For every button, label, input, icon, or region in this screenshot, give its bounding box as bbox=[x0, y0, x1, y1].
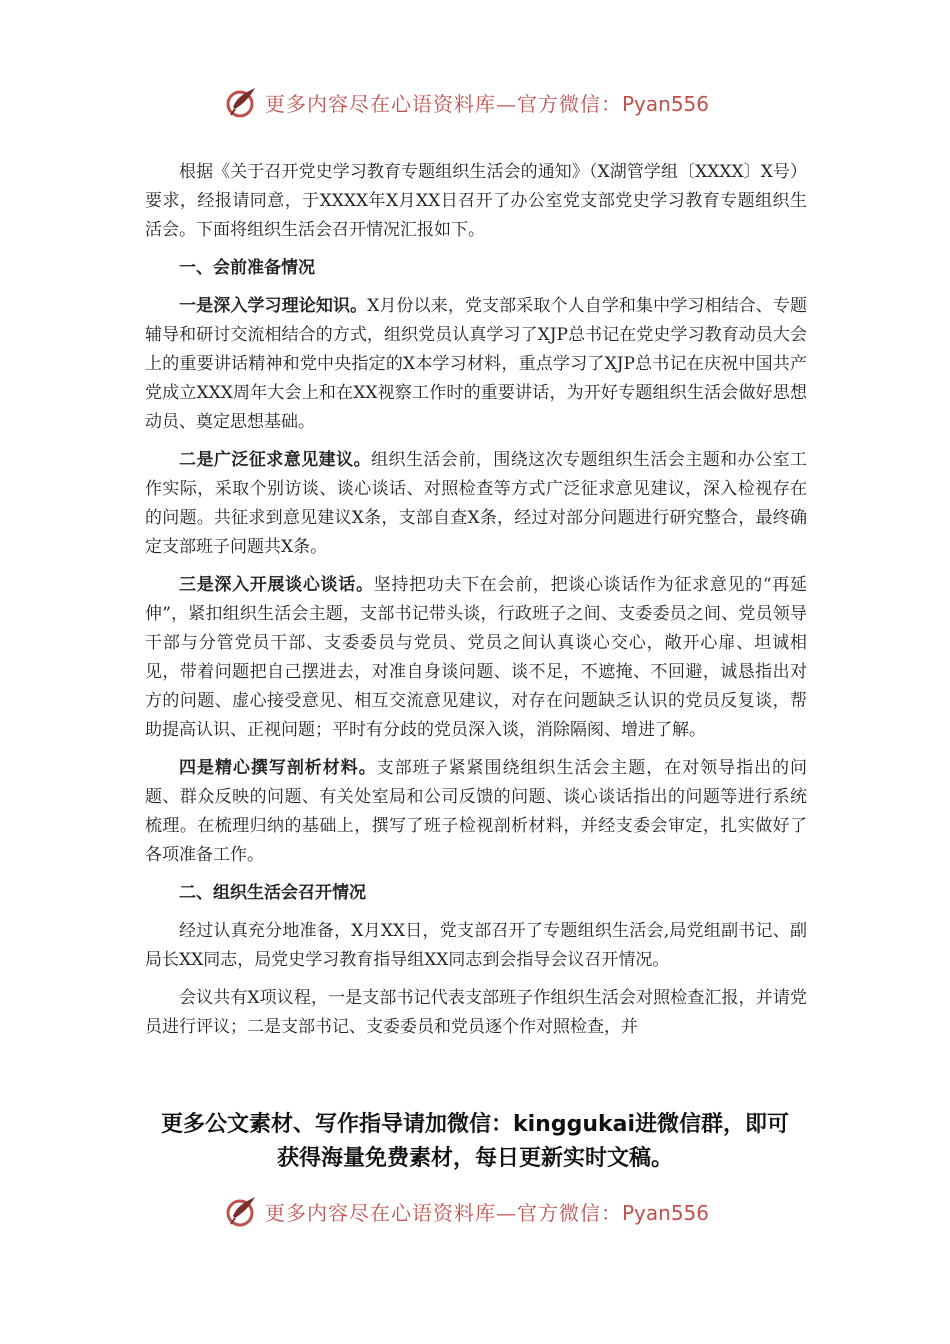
meeting-paragraph: 经过认真充分地准备，X月XX日，党支部召开了专题组织生活会,局党组副书记、副局长XX同志，局党史学习教育指导组XX同志到会指导会议召开情况。 bbox=[145, 921, 807, 970]
item-paragraph-2: 二是广泛征求意见建议。组织生活会前，围绕这次专题组织生活会主题和办公室工作实际，采取个别访谈、谈心谈话、对照检查等方式广泛征求意见建议，深入检视存在的问题。共征求到意见建议X条，支部自查X条，经过对部分问题进行研究整合，最终确定支部班子问题共X条。 bbox=[145, 450, 808, 557]
watermark-header bbox=[225, 84, 725, 120]
intro-paragraph: 根据《关于召开党史学习教育专题组织生活会的通知》（X湖管学组〔XXXX〕X号）要求，经报请同意，于XXXX年X月XX日召开了办公室党支部党史学习教育专题组织生活会。下面将组织生活会召开情况汇报如下。 bbox=[145, 162, 807, 240]
item-paragraph-3: 三是深入开展谈心谈话。坚持把功夫下在会前，把谈心谈话作为征求意见的“再延伸”，紧扣组织生活会主题，支部书记带头谈，行政班子之间、支委委员之间、党员领导干部与分管党员干部、支委委员与党员、党员之间认真谈心交心，敞开心扉、坦诚相见，带着问题把自己摆进去，对准自身谈问题、谈不足，不遮掩、不回避，诚恳指出对方的问题、虚心接受意见、相互交流意见建议，对存在问题缺乏认识的党员反复谈，帮助提高认识、正视问题；平时有分歧的党员深入谈，消除隔阂、增进了解。 bbox=[145, 575, 807, 740]
watermark-footer bbox=[225, 1193, 725, 1229]
document-body bbox=[145, 158, 807, 1042]
quill-logo-icon bbox=[225, 85, 259, 119]
quill-logo-icon bbox=[225, 1194, 259, 1228]
promo-line-2: 获得海量免费素材，每日更新实时文稿。 bbox=[276, 1146, 673, 1171]
watermark-text: 更多内容尽在心语资料库—官方微信：Pyan556 bbox=[265, 91, 710, 116]
item-paragraph-1: 一是深入学习理论知识。X月份以来，党支部采取个人自学和集中学习相结合、专题辅导和研讨交流相结合的方式，组织党员认真学习了XJP总书记在党史学习教育动员大会上的重要讲话精神和党中央指定的X本学习材料，重点学习了XJP总书记在庆祝中国共产党成立XXX周年大会上和在XX视察工作时的重要讲话，为开好专题组织生活会做好思想动员、奠定思想基础。 bbox=[145, 296, 808, 432]
promo-line-1: 更多公文素材、写作指导请加微信：kinggukai进微信群，即可 bbox=[160, 1112, 789, 1137]
watermark-text: 更多内容尽在心语资料库—官方微信：Pyan556 bbox=[265, 1200, 710, 1225]
item-paragraph-4: 四是精心撰写剖析材料。支部班子紧紧围绕组织生活会主题，在对领导指出的问题、群众反映的问题、有关处室局和公司反馈的问题、谈心谈话指出的问题等进行系统梳理。在梳理归纳的基础上，撰写了班子检视剖析材料，并经支委会审定，扎实做好了各项准备工作。 bbox=[145, 758, 808, 865]
agenda-paragraph: 会议共有X项议程，一是支部书记代表支部班子作组织生活会对照检查汇报，并请党员进行评议；二是支部书记、支委委员和党员逐个作对照检查，并 bbox=[145, 988, 807, 1037]
section-heading-1: 一、会前准备情况 bbox=[179, 258, 315, 278]
promo-banner bbox=[120, 1108, 830, 1176]
section-heading-2: 二、组织生活会召开情况 bbox=[179, 883, 366, 903]
